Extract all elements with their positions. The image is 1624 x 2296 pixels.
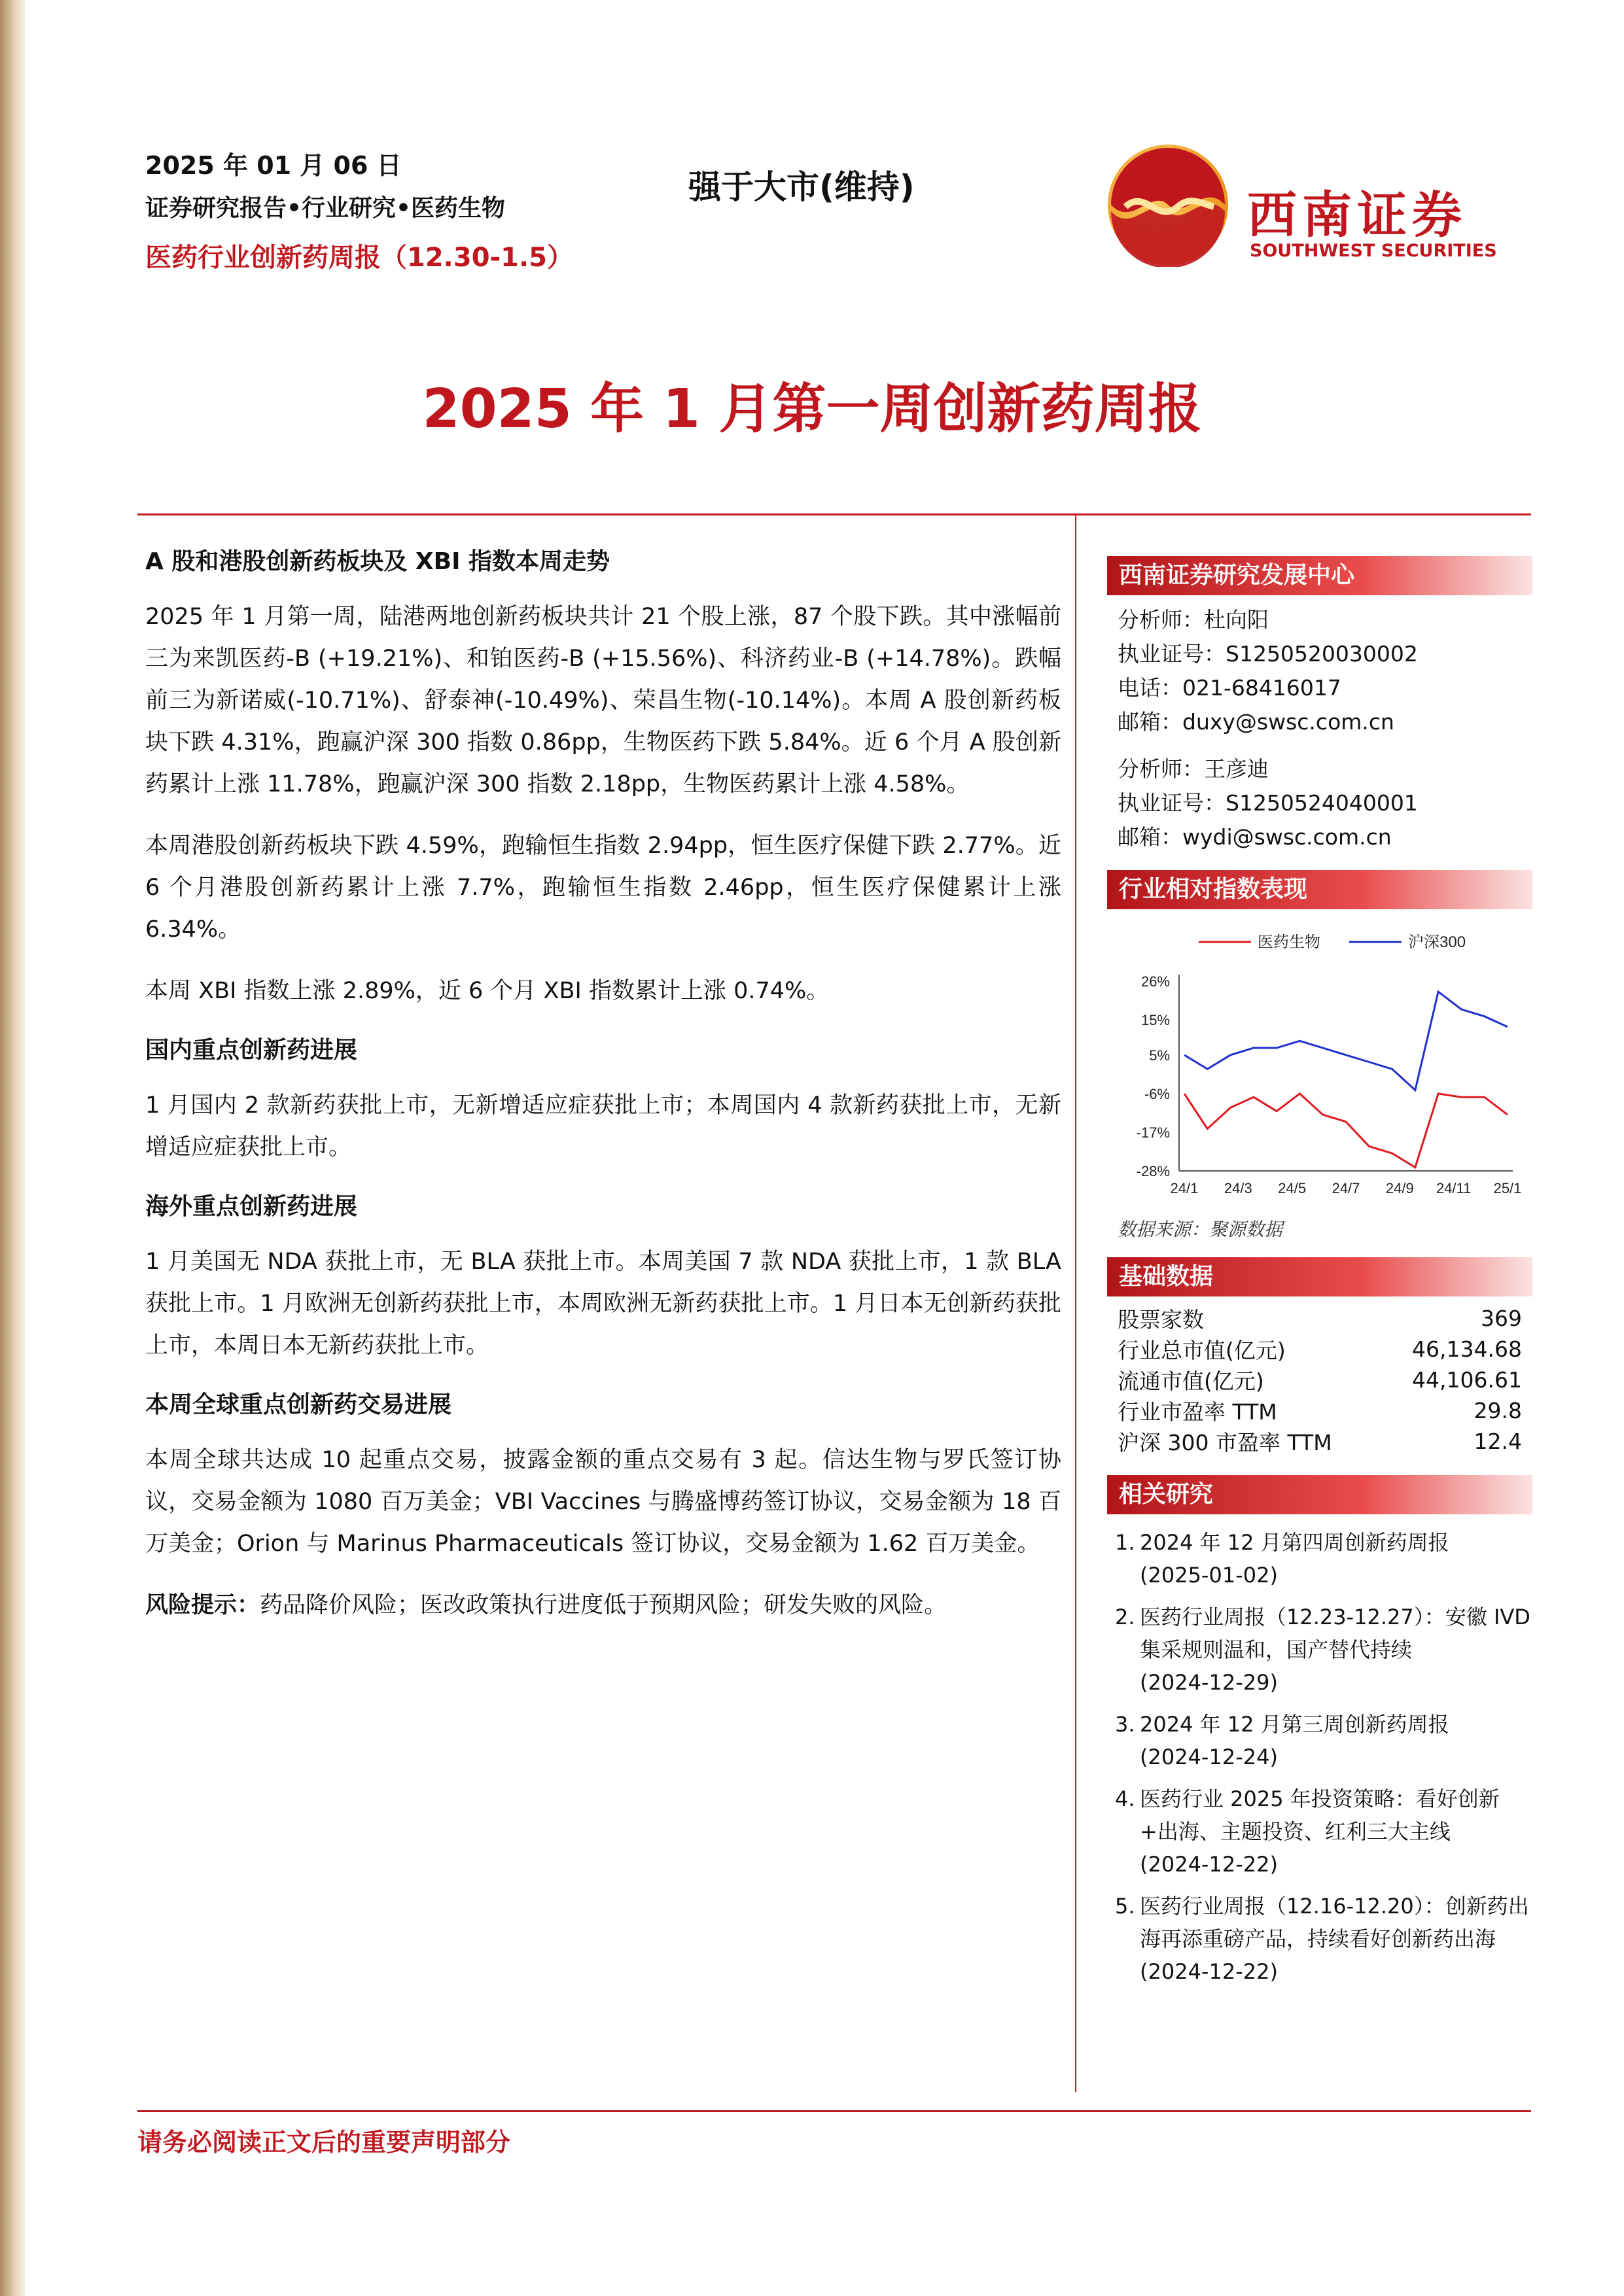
- x-tick-label: 24/11: [1436, 1180, 1472, 1196]
- x-tick-label: 24/1: [1170, 1180, 1199, 1196]
- chart-source: 数据来源：聚源数据: [1118, 1219, 1283, 1240]
- index-chart: [1107, 916, 1532, 1200]
- report-link[interactable]: 2024 年 12 月第四周创新药周报: [1140, 1530, 1449, 1555]
- y-tick-label: 15%: [1140, 1012, 1170, 1029]
- x-tick-label: 25/1: [1493, 1180, 1522, 1196]
- table-row: [1107, 1426, 1532, 1457]
- list-item[interactable]: 3. 2024 年 12 月第三周创新药周报 (2024-12-24): [1107, 1708, 1532, 1773]
- report-category: 证券研究报告•行业研究•医药生物: [145, 195, 506, 222]
- row-label: 流通市值(亿元): [1118, 1368, 1264, 1394]
- table-row: [1107, 1334, 1532, 1365]
- paragraph: 本周 XBI 指数上涨 2.89%，近 6 个月 XBI 指数累计上涨 0.74%。: [145, 978, 830, 1004]
- research-center-header: 西南证券研究发展中心: [1107, 556, 1532, 595]
- series-line: [1184, 1094, 1508, 1168]
- y-tick-label: -17%: [1136, 1124, 1170, 1141]
- footer-disclaimer: 请务必阅读正文后的重要声明部分: [137, 2128, 511, 2157]
- row-value: 369: [1481, 1306, 1522, 1331]
- table-row: [1107, 1395, 1532, 1426]
- report-link[interactable]: 医药行业周报（12.23-12.27）：安徽 IVD 集采规则温和，国产替代持续: [1140, 1605, 1530, 1662]
- list-item[interactable]: 1. 2024 年 12 月第四周创新药周报 (2025-01-02): [1107, 1526, 1532, 1592]
- main-title: 2025 年 1 月第一周创新药周报: [422, 378, 1202, 440]
- basic-data-table: [1107, 1303, 1532, 1457]
- rating: 强于大市(维持): [688, 168, 915, 206]
- row-value: 44,106.61: [1412, 1367, 1522, 1393]
- table-row: [1107, 1365, 1532, 1395]
- related-research-header: 相关研究: [1107, 1475, 1532, 1514]
- top-divider: [137, 513, 1531, 515]
- section-heading: 本周全球重点创新药交易进展: [145, 1391, 452, 1418]
- main-column: [145, 543, 1061, 1646]
- risk-label: 风险提示：: [145, 1592, 260, 1618]
- report-link[interactable]: 医药行业 2025 年投资策略：看好创新+出海、主题投资、红利三大主线: [1140, 1786, 1500, 1844]
- company-logo-icon: [1106, 143, 1230, 267]
- list-item[interactable]: 4. 医药行业 2025 年投资策略：看好创新+出海、主题投资、红利三大主线 (2024-12-22): [1107, 1783, 1532, 1881]
- report-date: (2024-12-22): [1140, 1852, 1278, 1877]
- section-heading: A 股和港股创新药板块及 XBI 指数本周走势: [145, 548, 610, 575]
- report-date: (2024-12-22): [1140, 1959, 1278, 1984]
- analyst-email: 邮箱：duxy@swsc.com.cn: [1118, 709, 1394, 735]
- logo-english-name: SOUTHWEST SECURITIES: [1250, 241, 1497, 261]
- related-research-list: [1107, 1526, 1532, 1988]
- row-label: 行业市盈率 TTM: [1118, 1399, 1277, 1425]
- risk-warning: [145, 1584, 1061, 1626]
- row-label: 股票家数: [1118, 1307, 1204, 1332]
- list-item[interactable]: 5. 医药行业周报（12.16-12.20）：创新药出海再添重磅产品，持续看好创新药出海 (2024-12-22): [1107, 1890, 1532, 1988]
- section-heading: 国内重点创新药进展: [145, 1037, 358, 1064]
- x-tick-label: 24/7: [1332, 1180, 1360, 1196]
- chart-header: 行业相对指数表现: [1107, 870, 1532, 909]
- bottom-divider: [137, 2110, 1531, 2112]
- left-decor-bar: [0, 0, 25, 2296]
- legend-label: 医药生物: [1258, 933, 1320, 951]
- row-value: 29.8: [1474, 1398, 1522, 1423]
- report-link[interactable]: 2024 年 12 月第三周创新药周报: [1140, 1712, 1449, 1737]
- y-tick-label: 5%: [1149, 1047, 1170, 1064]
- report-link[interactable]: 医药行业周报（12.16-12.20）：创新药出海再添重磅产品，持续看好创新药出海: [1140, 1894, 1529, 1951]
- paragraph: 本周港股创新药板块下跌 4.59%，跑输恒生指数 2.94pp，恒生医疗保健下跌 2.77%。近 6 个月港股创新药累计上涨 7.7%，跑输恒生指数 2.46pp，恒生医疗保健累计上涨 6.34%。: [145, 833, 1061, 943]
- legend-label: 沪深300: [1408, 933, 1466, 951]
- row-label: 沪深 300 市盈率 TTM: [1118, 1430, 1332, 1455]
- column-divider: [1075, 515, 1076, 2092]
- report-date: (2024-12-29): [1140, 1670, 1278, 1695]
- x-tick-label: 24/5: [1278, 1180, 1307, 1196]
- y-tick-label: -6%: [1144, 1085, 1170, 1102]
- table-row: [1107, 1303, 1532, 1334]
- paragraph: 1 月美国无 NDA 获批上市，无 BLA 获批上市。本周美国 7 款 NDA 获批上市，1 款 BLA 获批上市。1 月欧洲无创新药获批上市，本周欧洲无新药获批上市。1 月日本无创新药获批上市，本周日本无新药获批上市。: [145, 1249, 1061, 1359]
- relative-index-chart: [1107, 916, 1532, 1197]
- report-date: (2025-01-02): [1140, 1563, 1278, 1588]
- list-item[interactable]: 2. 医药行业周报（12.23-12.27）：安徽 IVD 集采规则温和，国产替代持续 (2024-12-29): [1107, 1601, 1532, 1699]
- analyst-name: 分析师：杜向阳: [1118, 607, 1269, 633]
- x-tick-label: 24/9: [1385, 1180, 1414, 1196]
- section-heading: 海外重点创新药进展: [145, 1193, 358, 1220]
- basic-data-header: 基础数据: [1107, 1257, 1532, 1296]
- paragraph: 1 月国内 2 款新药获批上市，无新增适应症获批上市；本周国内 4 款新药获批上市，无新增适应症获批上市。: [145, 1092, 1061, 1160]
- risk-text: 药品降价风险；医改政策执行进度低于预期风险；研发失败的风险。: [260, 1592, 947, 1618]
- analyst-info: [1107, 595, 1532, 870]
- analyst-cert: 执业证号：S1250520030002: [1118, 641, 1418, 667]
- analyst-name: 分析师：王彦迪: [1118, 756, 1269, 782]
- row-value: 12.4: [1474, 1429, 1522, 1454]
- report-subtitle: 医药行业创新药周报（12.30-1.5）: [145, 243, 573, 273]
- logo-chinese-name: 西南证券: [1247, 186, 1467, 244]
- report-date: 2025 年 01 月 06 日: [145, 151, 402, 180]
- report-date: (2024-12-24): [1140, 1745, 1278, 1769]
- analyst-email: 邮箱：wydi@swsc.com.cn: [1118, 824, 1392, 850]
- y-tick-label: -28%: [1136, 1163, 1170, 1179]
- x-tick-label: 24/3: [1224, 1180, 1252, 1196]
- row-value: 46,134.68: [1412, 1336, 1522, 1362]
- paragraph: 本周全球共达成 10 起重点交易，披露金额的重点交易有 3 起。信达生物与罗氏签订协议，交易金额为 1080 百万美金；VBI Vaccines 与腾盛博药签订协议，交易金额为 18 百万美金；Orion 与 Marinus Pharmaceuticals 签订协议，交易金额为 1.62 百万美金。: [145, 1447, 1061, 1557]
- series-line: [1184, 992, 1508, 1090]
- sidebar: [1107, 556, 1532, 1997]
- y-tick-label: 26%: [1140, 973, 1170, 990]
- row-label: 行业总市值(亿元): [1118, 1338, 1286, 1363]
- paragraph: 2025 年 1 月第一周，陆港两地创新药板块共计 21 个股上涨，87 个股下跌。其中涨幅前三为来凯医药-B (+19.21%)、和铂医药-B (+15.56%)、科济药业-B (+14.78%)。跌幅前三为新诺威(-10.71%)、舒泰神(-10.49%)、荣昌生物(-10.14%)。本周 A 股创新药板块下跌 4.31%，跑赢沪深 300 指数 0.86pp，生物医药下跌 5.84%。近 6 个月 A 股创新药累计上涨 11.78%，跑赢沪深 300 指数 2.18pp，生物医药累计上涨 4.58%。: [145, 604, 1061, 797]
- analyst-cert: 执业证号：S1250524040001: [1118, 790, 1418, 816]
- analyst-phone: 电话：021-68416017: [1118, 675, 1341, 701]
